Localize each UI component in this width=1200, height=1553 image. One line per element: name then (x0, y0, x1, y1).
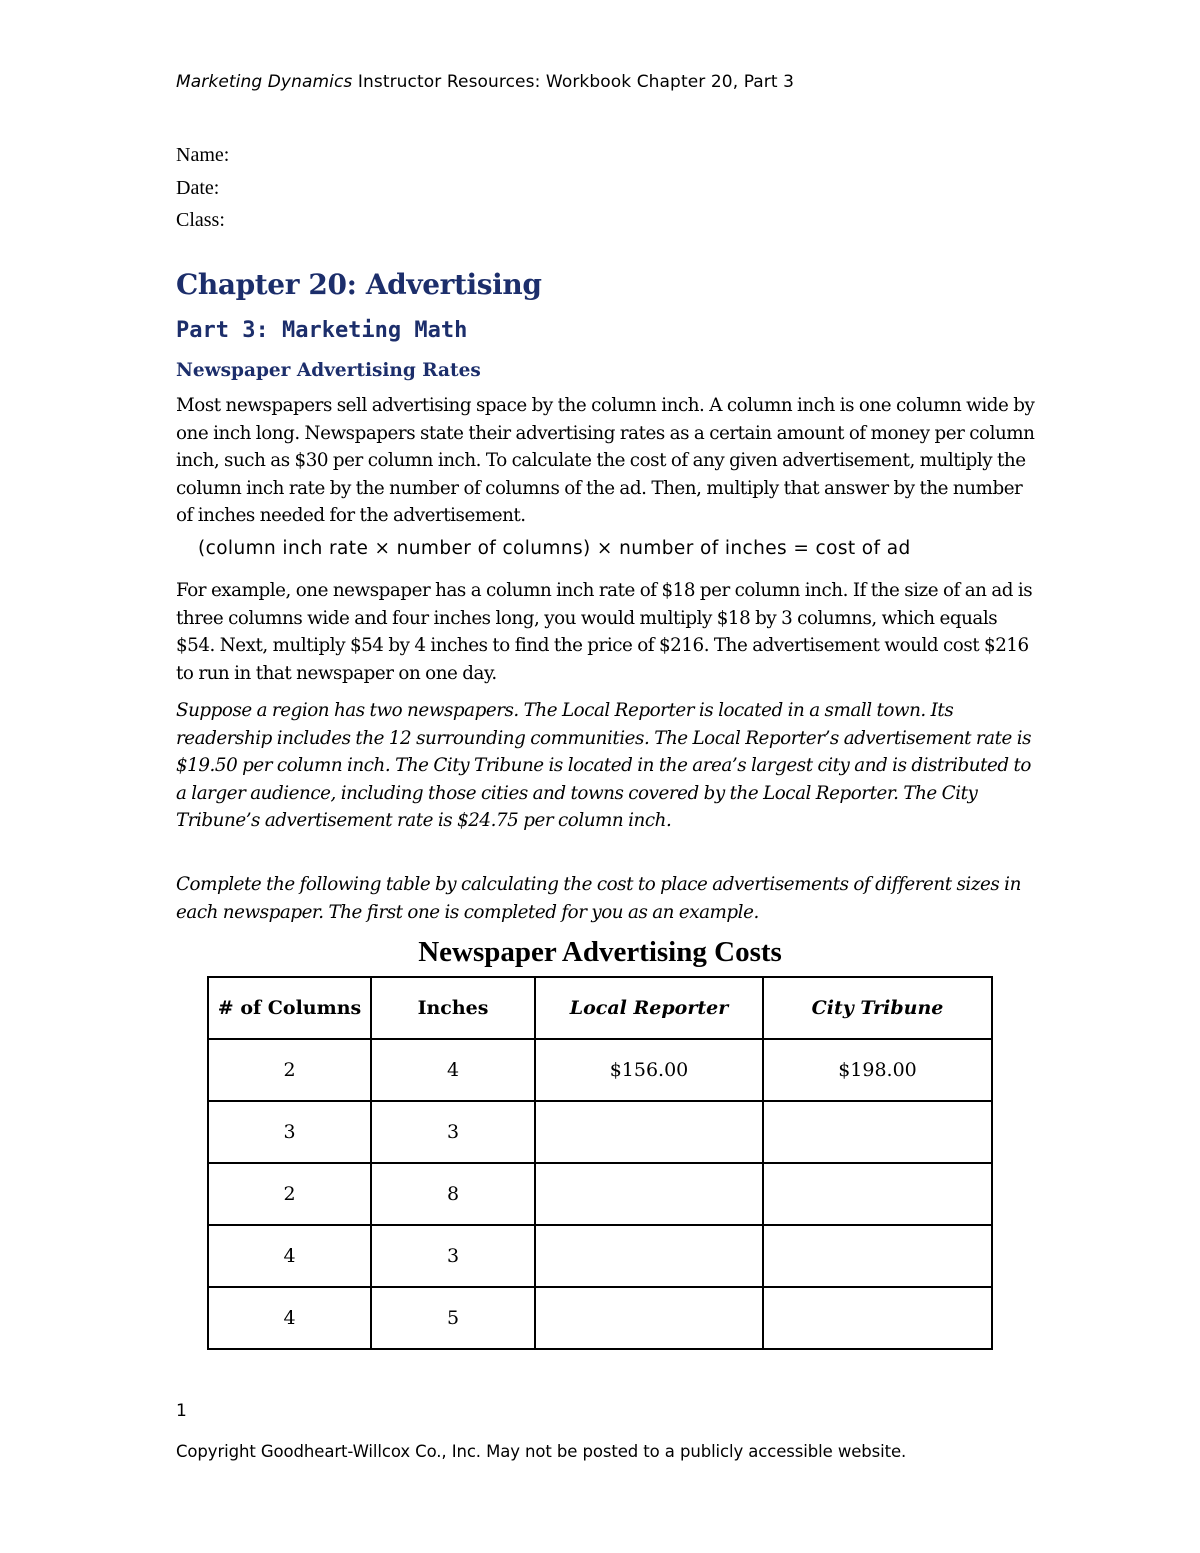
book-title: Marketing Dynamics (176, 72, 353, 92)
header-columns: # of Columns (208, 977, 371, 1039)
running-header (176, 72, 794, 92)
cell-local-reporter[interactable] (535, 1101, 763, 1163)
page-number: 1 (176, 1401, 187, 1421)
cell-inches: 8 (371, 1163, 535, 1225)
date-field-label: Date: (176, 177, 220, 199)
table-title: Newspaper Advertising Costs (418, 936, 782, 968)
cell-local-reporter[interactable] (535, 1225, 763, 1287)
example-paragraph: For example, one newspaper has a column inch rate of $18 per column inch. If the size of an ad is three columns wide and four inches long, you would multiply $18 by 3 columns, which equals $54. Next, multiply $54 by 4 inches to find the price of $216. The advertisement would cost $216 to run in that newspaper on one day. (176, 580, 1033, 684)
cell-inches: 5 (371, 1287, 535, 1349)
scenario-paragraph: Suppose a region has two newspapers. The Local Reporter is located in a small town. Its readership includes the 12 surrounding communities. The Local Reporter’s advertisement rate is $19.50 per column inch. The City Tribune is located in the area’s largest city and is distributed to a larger audience, including those cities and towns covered by the Local Reporter. The City Tribune’s advertisement rate is $24.75 per column inch. (176, 700, 1032, 831)
class-field-label: Class: (176, 209, 225, 231)
cell-local-reporter: $156.00 (535, 1039, 763, 1101)
advertising-costs-table (207, 976, 993, 1350)
cell-inches: 4 (371, 1039, 535, 1101)
table-row (208, 1225, 992, 1287)
table-row (208, 1287, 992, 1349)
cell-columns: 4 (208, 1287, 371, 1349)
chapter-title: Chapter 20: Advertising (176, 268, 542, 301)
cost-formula: (column inch rate × number of columns) × number of inches = cost of ad (198, 538, 911, 559)
section-title: Newspaper Advertising Rates (176, 360, 481, 381)
cell-city-tribune[interactable] (763, 1163, 992, 1225)
cell-city-tribune[interactable] (763, 1225, 992, 1287)
intro-paragraph: Most newspapers sell advertising space by the column inch. A column inch is one column wide by one inch long. Newspapers state their advertising rates as a certain amount of money per column inch, such as $30 per column inch. To calculate the cost of any given advertisement, multiply the column inch rate by the number of columns of the ad. Then, multiply that answer by the number of inches needed for the advertisement. (176, 395, 1035, 526)
copyright-notice: Copyright Goodheart-Willcox Co., Inc. May not be posted to a publicly accessible website. (176, 1442, 907, 1461)
table-row (208, 1101, 992, 1163)
cell-columns: 2 (208, 1163, 371, 1225)
header-city-tribune: City Tribune (763, 977, 992, 1039)
cell-columns: 3 (208, 1101, 371, 1163)
cell-columns: 4 (208, 1225, 371, 1287)
header-inches: Inches (371, 977, 535, 1039)
name-field-label: Name: (176, 144, 230, 166)
cell-city-tribune[interactable] (763, 1101, 992, 1163)
table-row (208, 1039, 992, 1101)
cell-city-tribune[interactable] (763, 1287, 992, 1349)
instruction-paragraph: Complete the following table by calculating the cost to place advertisements of different sizes in each newspaper. The first one is completed for you as an example. (176, 874, 1021, 923)
cell-inches: 3 (371, 1225, 535, 1287)
cell-inches: 3 (371, 1101, 535, 1163)
header-local-reporter: Local Reporter (535, 977, 763, 1039)
cell-local-reporter[interactable] (535, 1287, 763, 1349)
cell-city-tribune: $198.00 (763, 1039, 992, 1101)
table-header-row (208, 977, 992, 1039)
cell-local-reporter[interactable] (535, 1163, 763, 1225)
table-row (208, 1163, 992, 1225)
part-title: Part 3: Marketing Math (176, 318, 468, 343)
header-rest: Instructor Resources: Workbook Chapter 20, Part 3 (352, 72, 795, 92)
cell-columns: 2 (208, 1039, 371, 1101)
